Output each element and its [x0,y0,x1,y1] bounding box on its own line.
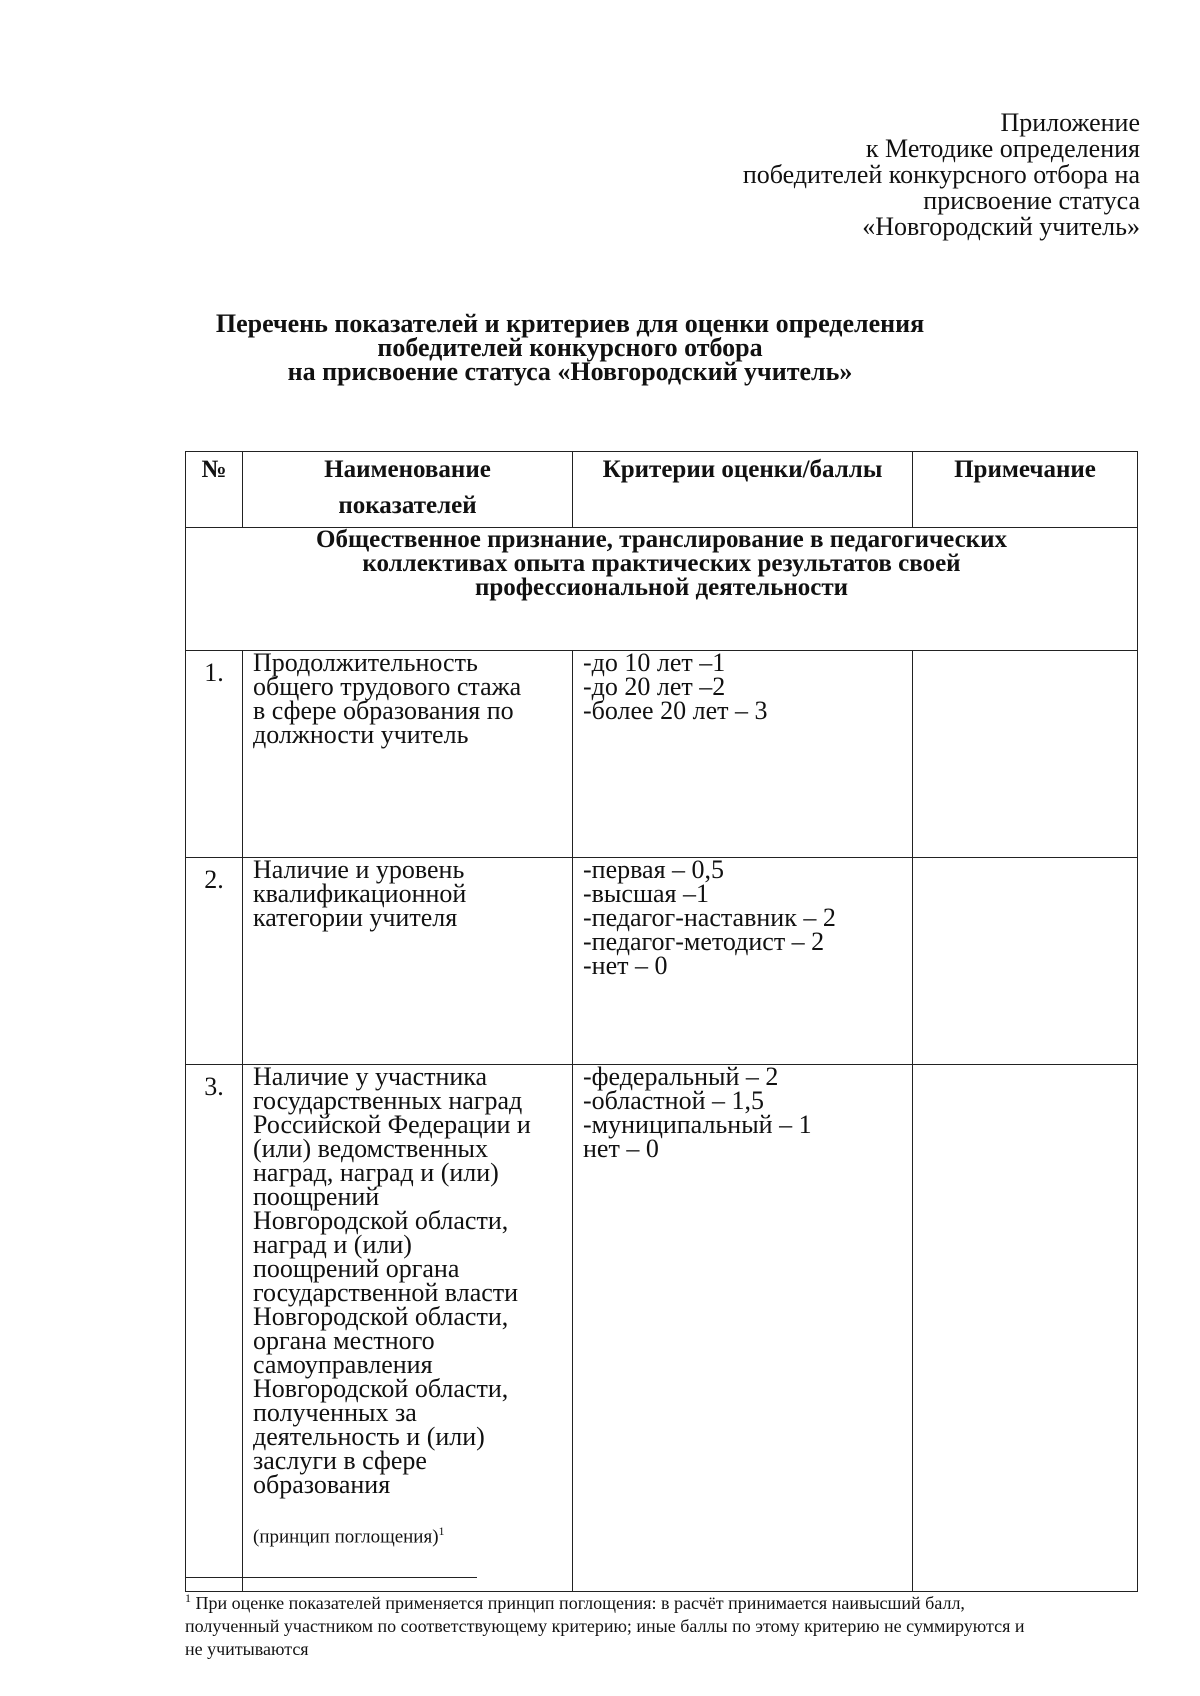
header-name [243,452,573,528]
indicator-line: образования [253,1470,391,1499]
note-cell [913,1065,1138,1592]
section-heading [186,528,1138,651]
indicator-line: Продолжительность [253,648,478,677]
section-line: коллективах опыта практических результатов своей [362,550,961,577]
indicator-line: заслуги в сфере [253,1446,427,1475]
indicator-line: Наличие у участника [253,1062,488,1091]
criteria-line: -педагог-наставник – 2 [583,903,836,932]
footnote-divider [185,1577,477,1578]
indicator-line: категории учителя [253,903,458,932]
criteria-line: -до 10 лет –1 [583,648,726,677]
table-row [186,651,1138,858]
note-cell [913,651,1138,858]
title-line: на присвоение статуса «Новгородский учитель» [287,357,853,386]
row-number: 1. [186,651,243,858]
document-title [160,309,980,386]
header-row [186,452,1138,528]
indicator-line: поощрений органа [253,1254,460,1283]
footnote-text: При оценке показателей применяется принцип поглощения: в расчёт принимается наивысший балл, [191,1593,965,1613]
indicator-name [243,648,573,858]
annex-line: к Методике определения [865,134,1140,163]
indicator-line: должности учитель [253,720,469,749]
principle-note [253,1519,566,1549]
principle-text: (принцип поглощения) [253,1526,439,1548]
indicator-line: государственных наград [253,1086,523,1115]
header-criteria: Критерии оценки/баллы [573,452,913,528]
indicator-line: деятельность и (или) [253,1422,485,1451]
footnote-line [185,1587,1145,1615]
footnote-marker: 1 [185,1591,191,1605]
annex-line: «Новгородский учитель» [862,212,1140,241]
indicator-line: Новгородской области, [253,1206,509,1235]
criteria-cell [573,855,913,1065]
header-name-line: Наименование [324,456,491,483]
section-line: Общественное признание, транслирование в педагогических [316,526,1007,553]
indicator-line: наград и (или) [253,1230,412,1259]
criteria-line: -высшая –1 [583,879,709,908]
indicator-line: государственной власти [253,1278,519,1307]
header-note: Примечание [913,452,1138,528]
annex-heading [640,110,1140,240]
indicator-line: квалификационной [253,879,467,908]
annex-line: победителей конкурсного отбора на [742,160,1140,189]
criteria-line: -первая – 0,5 [583,855,725,884]
table-row [186,1065,1138,1592]
criteria-line: -областной – 1,5 [583,1086,764,1115]
annex-line: Приложение [1000,108,1140,137]
header-number: № [186,452,243,528]
criteria-line: -более 20 лет – 3 [583,696,768,725]
indicator-name [243,855,573,1065]
criteria-line: -федеральный – 2 [583,1062,779,1091]
indicator-name [243,1062,573,1592]
indicator-line: Российской Федерации и [253,1110,531,1139]
footnote [185,1587,1145,1661]
indicator-line: в сфере образования по [253,696,514,725]
footnote-ref[interactable]: 1 [438,1524,445,1538]
indicator-line: общего трудового стажа [253,672,522,701]
criteria-line: нет – 0 [583,1134,659,1163]
criteria-line: -педагог-методист – 2 [583,927,825,956]
row-number: 3. [186,1065,243,1592]
indicator-line: Новгородской области, [253,1374,509,1403]
indicator-line: органа местного [253,1326,435,1355]
indicator-line: (или) ведомственных [253,1134,488,1163]
indicator-line: наград, наград и (или) [253,1158,499,1187]
criteria-line: -нет – 0 [583,951,668,980]
row-number: 2. [186,858,243,1065]
criteria-line: -муниципальный – 1 [583,1110,812,1139]
note-cell [913,858,1138,1065]
section-line: профессиональной деятельности [474,574,849,601]
indicator-line: Наличие и уровень [253,855,465,884]
footnote-line: полученный участником по соответствующему критерию; иные баллы по этому критерию не суммируются и [185,1616,1025,1636]
indicator-line: самоуправления [253,1350,433,1379]
indicator-line: полученных за [253,1398,417,1427]
criteria-table [185,451,1138,1592]
section-row [186,528,1138,651]
criteria-cell [573,648,913,858]
footnote-line: не учитываются [185,1639,309,1659]
annex-line: присвоение статуса [923,186,1140,215]
indicator-line: Новгородской области, [253,1302,509,1331]
criteria-cell [573,1062,913,1592]
indicator-line: поощрений [253,1182,380,1211]
criteria-line: -до 20 лет –2 [583,672,726,701]
title-line: Перечень показателей и критериев для оценки определения [215,309,925,338]
table-row [186,858,1138,1065]
title-line: победителей конкурсного отбора [377,333,763,362]
header-name-line: показателей [338,492,477,519]
